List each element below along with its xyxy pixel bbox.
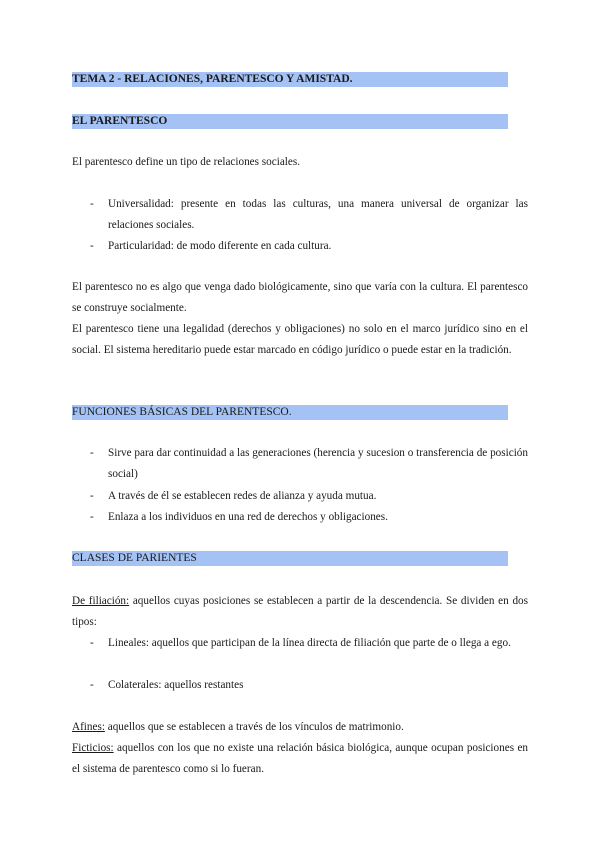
list-item [90, 633, 528, 654]
bullet-text: Particularidad: de modo diferente en cada cultura. [108, 240, 332, 252]
bullet-dash: - [90, 679, 94, 691]
bullet-dash: - [90, 490, 94, 502]
list-item [90, 675, 528, 696]
bullet-text: A través de él se establecen redes de alianza y ayuda mutua. [108, 490, 377, 502]
paragraph-filiacion [72, 591, 528, 633]
paragraph-cultural: El parentesco no es algo que venga dado biológicamente, sino que varía con la cultura. El parentesco se construye socialmente. [72, 281, 528, 314]
ficticios-label: Ficticios: [72, 742, 114, 754]
heading-funciones: FUNCIONES BÁSICAS DEL PARENTESCO. [72, 405, 508, 420]
paragraph-legalidad: El parentesco tiene una legalidad (derechos y obligaciones) no solo en el marco jurídico sino en el social. El sistema hereditario puede estar marcado en código jurídico o puede estar en la tradición. [72, 323, 528, 356]
bullet-dash: - [90, 240, 94, 252]
bullet-dash: - [90, 637, 94, 649]
paragraph-ficticios [72, 738, 528, 780]
bullet-text: Lineales: aquellos que participan de la línea directa de filiación que parte de o llega a ego. [108, 637, 511, 649]
list-item [90, 194, 528, 236]
filiacion-label: De filiación: [72, 595, 130, 607]
paragraph-afines [72, 717, 528, 738]
list-item [90, 507, 528, 528]
bullet-text: Enlaza a los individuos en una red de derechos y obligaciones. [108, 511, 388, 523]
heading-clases: CLASES DE PARIENTES [72, 551, 508, 566]
ficticios-text: aquellos con los que no existe una relación básica biológica, aunque ocupan posiciones en el sistema de parentesco como si lo fueran. [72, 742, 528, 775]
bullet-dash: - [90, 511, 94, 523]
heading-parentesco: EL PARENTESCO [72, 114, 508, 129]
bullet-text: Sirve para dar continuidad a las generaciones (herencia y sucesion o transferencia de posición social) [108, 447, 528, 480]
bullet-text: Colaterales: aquellos restantes [108, 679, 244, 691]
bullet-dash: - [90, 198, 94, 210]
list-item [90, 236, 528, 257]
document-title: TEMA 2 - RELACIONES, PARENTESCO Y AMISTAD. [72, 72, 508, 87]
intro-paragraph: El parentesco define un tipo de relaciones sociales. [72, 156, 301, 168]
bullet-dash: - [90, 447, 94, 459]
afines-text: aquellos que se establecen a través de los vínculos de matrimonio. [104, 721, 404, 733]
list-item [90, 486, 528, 507]
list-item [90, 443, 528, 485]
filiacion-text: aquellos cuyas posiciones se establecen a partir de la descendencia. Se dividen en dos tipos: [72, 595, 528, 628]
bullet-text: Universalidad: presente en todas las culturas, una manera universal de organizar las relaciones sociales. [108, 198, 528, 231]
afines-label: Afines: [72, 721, 105, 733]
